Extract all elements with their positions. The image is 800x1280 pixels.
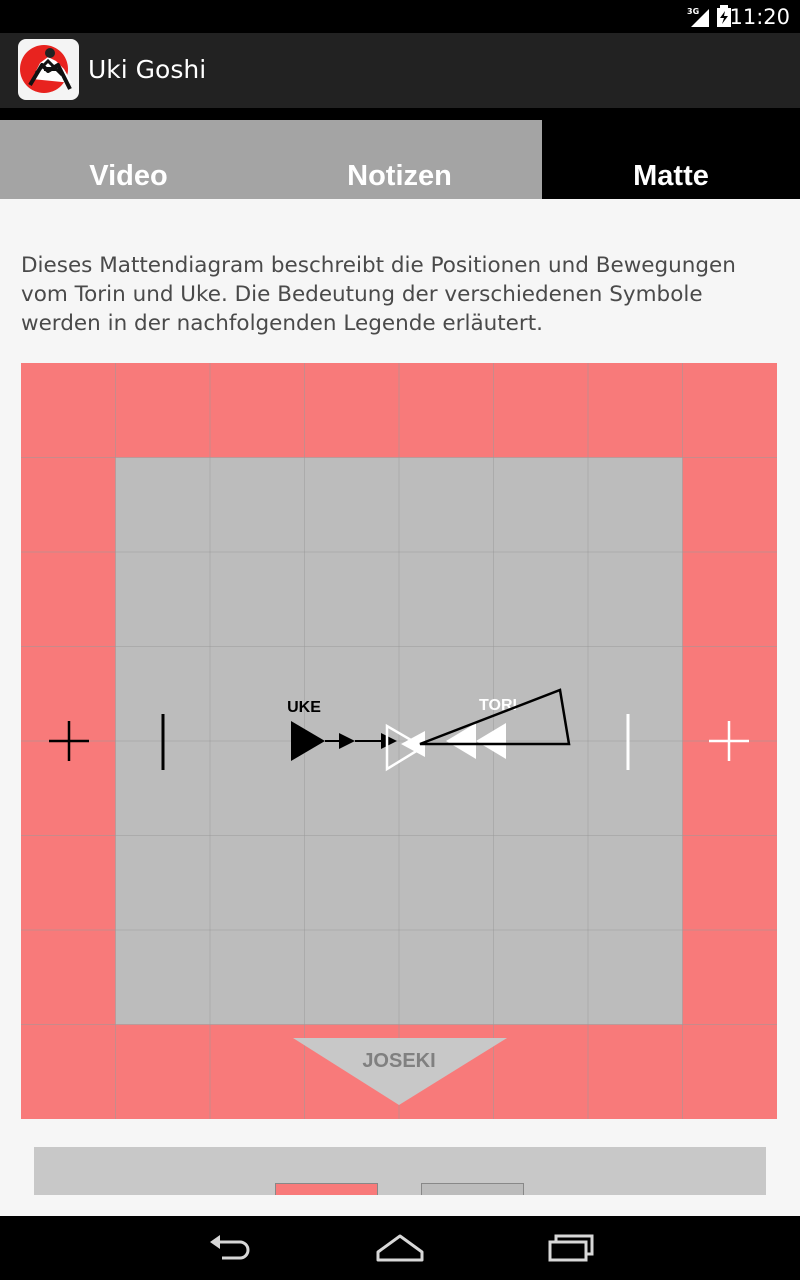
app-title: Uki Goshi bbox=[88, 55, 207, 84]
status-bar bbox=[0, 0, 800, 33]
legend-swatch-competition-area bbox=[421, 1183, 524, 1195]
tab-video[interactable]: Video bbox=[0, 120, 257, 199]
judo-app-icon[interactable] bbox=[18, 39, 79, 100]
recents-icon[interactable] bbox=[546, 1228, 596, 1264]
navigation-bar bbox=[0, 1216, 800, 1280]
home-icon[interactable] bbox=[374, 1228, 426, 1264]
action-bar bbox=[0, 33, 800, 108]
joseki-label: JOSEKI bbox=[362, 1050, 436, 1072]
legend-panel bbox=[34, 1147, 766, 1195]
tab-notizen[interactable]: Notizen bbox=[257, 120, 542, 199]
mat-description: Dieses Mattendiagram beschreibt die Positionen und Bewegungen vom Torin und Uke. Die Bedeutung der verschiedenen Symbole werden in der nachfolgenden Legende erläutert. bbox=[21, 253, 736, 336]
legend-swatch-safety-area bbox=[275, 1183, 378, 1195]
mat-diagram bbox=[21, 363, 777, 1119]
uke-label: UKE bbox=[287, 699, 321, 716]
tab-matte[interactable]: Matte bbox=[542, 108, 800, 199]
back-icon[interactable] bbox=[206, 1228, 254, 1264]
signal-icon bbox=[687, 6, 711, 28]
tab-bar bbox=[0, 108, 800, 199]
tori-label: TORI bbox=[479, 697, 517, 714]
status-time: 11:20 bbox=[729, 5, 790, 29]
network-type: 3G bbox=[687, 7, 700, 16]
